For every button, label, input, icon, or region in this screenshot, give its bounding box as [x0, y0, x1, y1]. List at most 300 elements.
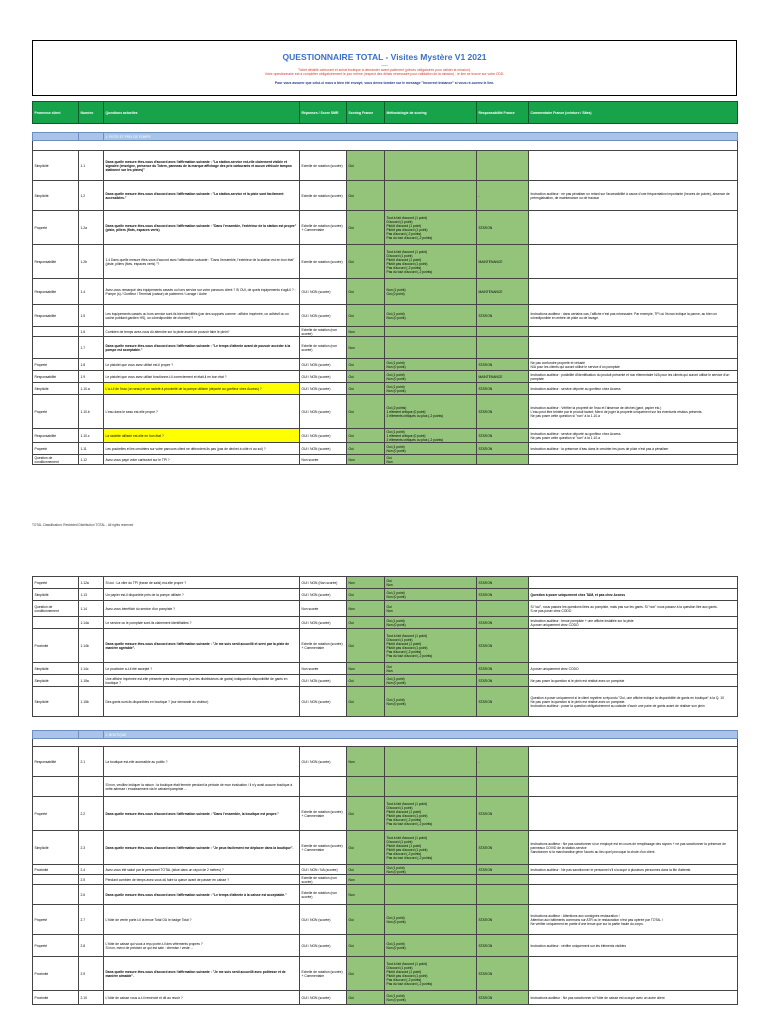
table-row	[33, 957, 738, 991]
cell-methodologie	[385, 151, 477, 181]
cell-question: Avez-vous payé votre carburant sur le TPI ?	[104, 455, 300, 465]
cell-promesse-client: Simplicité	[33, 589, 79, 601]
cell-question: Les poubelles et les cendriers sur votre parcours client ne débordent-ils pas (pas de déchet à côté ni au sol) ?	[104, 443, 300, 455]
cell-reponse-type: OUI / NON (scorée)	[300, 617, 347, 629]
header-promesse-client: Promesse client	[33, 102, 79, 124]
cell-commentaire: Ne pas poser la question si le plein est réalisé avec un pompiste	[529, 675, 738, 687]
cell-question: Si non, veuillez indiquer la raison : la boutique était fermée pendant la période de mon évaluation / il n'y avait aucune boutique à cette adresse / encaissement via le caissier/pompiste ...	[104, 777, 300, 797]
cell-numero: 1.10.c	[79, 429, 104, 443]
cell-responsabilite: STATION	[477, 211, 529, 245]
cell-scoring: Oui	[347, 245, 385, 279]
cell-numero: 1.9	[79, 371, 104, 383]
cell-promesse-client: Simplicité	[33, 687, 79, 717]
cell-question: Dans quelle mesure êtes-vous d'accord avec l'affirmation suivante : "Je peux facilement me déplacer dans la boutique".	[104, 831, 300, 865]
header-reponses: Réponses / Score SMR	[300, 102, 347, 124]
cell-responsabilite: STATION	[477, 935, 529, 957]
cell-promesse-client	[33, 875, 79, 885]
cell-methodologie	[385, 777, 477, 797]
cell-responsabilite	[477, 601, 529, 617]
cell-numero: 1.15b	[79, 687, 104, 717]
table-row	[33, 305, 738, 327]
cell-methodologie	[385, 181, 477, 211]
cell-scoring: Oui	[347, 383, 385, 395]
cell-methodologie: Oui Non	[385, 577, 477, 589]
cell-question: Le service ou le pompiste sont-ils clairement identifiables ?	[104, 617, 300, 629]
table-row	[33, 181, 738, 211]
table-row	[33, 455, 738, 465]
questionnaire-table-page1	[32, 132, 738, 465]
cell-question: Dans quelle mesure êtes-vous d'accord avec l'affirmation suivante : "La station-service et la piste sont facilement accessibles."	[104, 181, 300, 211]
table-row	[33, 245, 738, 279]
table-row	[33, 443, 738, 455]
cell-responsabilite: -	[477, 747, 529, 777]
cell-commentaire	[529, 455, 738, 465]
cell-reponse-type: Echelle de notation (scorée) + Commentaire	[300, 629, 347, 663]
cell-numero: 1.4	[79, 279, 104, 305]
cell-numero: 1.2b	[79, 245, 104, 279]
cell-responsabilite: STATION	[477, 429, 529, 443]
cell-question: Le pistolet que vous avez utilisé fonctionne-t-il correctement et était-il en bon état ?	[104, 371, 300, 383]
section-row-piste	[33, 133, 738, 141]
cell-scoring: Oui	[347, 371, 385, 383]
table-row	[33, 797, 738, 831]
cell-numero: 1.6	[79, 327, 104, 337]
cell-promesse-client: Simplicité	[33, 663, 79, 675]
cell-methodologie	[385, 337, 477, 359]
cell-reponse-type: OUI / NON (scorée)	[300, 429, 347, 443]
cell-reponse-type: Echelle de notation (scorée) + Commentaire	[300, 797, 347, 831]
title-instruction-1: Ticket détaillé carburant et achat boutique à demander avant paiement (pièces obligatoires pour valider la mission). Votre questionnaire est à compléter obligatoirement le jour même (respect des délais nécessaire pour validation de la mission) : le lien se trouve sur votre CDD.	[264, 68, 505, 77]
cell-commentaire	[529, 875, 738, 885]
cell-commentaire: Instruction auditeur : la présence d'eau dans le cendrier les jours de pluie n'est pas à pénaliser	[529, 443, 738, 455]
cell-promesse-client: Simplicité	[33, 831, 79, 865]
cell-promesse-client: Propreté	[33, 577, 79, 589]
table-row	[33, 211, 738, 245]
cell-responsabilite	[477, 337, 529, 359]
table-row	[33, 589, 738, 601]
cell-commentaire: Instruction auditeur : service déporté au gonfleur chez Access Ne pas poser cette question si "non" à la 1.10.a	[529, 429, 738, 443]
cell-methodologie: Oui (1 point) Non (0 point)	[385, 443, 477, 455]
cell-methodologie: Oui (1 point) Non (0 point)	[385, 865, 477, 875]
cell-question: Combien de temps avez-vous dû attendre sur la piste avant de pouvoir faire le plein?	[104, 327, 300, 337]
cell-scoring: Oui	[347, 675, 385, 687]
cell-responsabilite: STATION	[477, 663, 529, 675]
cell-reponse-type: OUI / NON (scorée)	[300, 371, 347, 383]
table-row	[33, 359, 738, 371]
cell-numero: 1.11	[79, 443, 104, 455]
table-row	[33, 875, 738, 885]
cell-responsabilite: -	[477, 181, 529, 211]
cell-reponse-type: OUI / NON (scorée)	[300, 443, 347, 455]
cell-promesse-client: Simplicité	[33, 383, 79, 395]
cell-reponse-type	[300, 777, 347, 797]
document-title-box	[32, 40, 737, 96]
table-row	[33, 395, 738, 429]
cell-responsabilite	[477, 151, 529, 181]
cell-numero: 1.13	[79, 589, 104, 601]
cell-responsabilite: STATION	[477, 991, 529, 1005]
cell-scoring: Oui	[347, 429, 385, 443]
cell-scoring: Non	[347, 337, 385, 359]
cell-methodologie: Oui (1 point) Non (0 point)	[385, 383, 477, 395]
cell-reponse-type: OUI / NON (scorée)	[300, 935, 347, 957]
table-row	[33, 675, 738, 687]
cell-commentaire: Question à poser uniquement chez TAM, et pas chez Access	[529, 589, 738, 601]
cell-promesse-client: Propreté	[33, 905, 79, 935]
cell-responsabilite: STATION	[477, 359, 529, 371]
cell-promesse-client: Propreté	[33, 359, 79, 371]
cell-scoring: Oui	[347, 957, 385, 991]
cell-commentaire: Instruction auditeur : service déporté au gonfleur chez Access	[529, 383, 738, 395]
table-row	[33, 935, 738, 957]
cell-reponse-type: Non scorée	[300, 455, 347, 465]
cell-responsabilite	[477, 777, 529, 797]
cell-promesse-client	[33, 617, 79, 629]
cell-scoring: Oui	[347, 831, 385, 865]
cell-responsabilite: STATION	[477, 797, 529, 831]
cell-question: Dans quelle mesure êtes-vous d'accord avec l'affirmation suivante : "Le temps d'attente avant de pouvoir accéder à la pompe est acceptable."	[104, 337, 300, 359]
table-row	[33, 337, 738, 359]
cell-numero: 1.15a	[79, 675, 104, 687]
cell-question: Dans quelle mesure êtes-vous d'accord avec l'affirmation suivante : "Je me suis senti accueilli avec politesse et de manière aimable".	[104, 957, 300, 991]
cell-reponse-type: Echelle de notation (scorée) + Commentaire	[300, 211, 347, 245]
cell-responsabilite: STATION	[477, 577, 529, 589]
cell-numero: 1.7	[79, 337, 104, 359]
cell-responsabilite	[477, 455, 529, 465]
cell-promesse-client	[33, 777, 79, 797]
cell-question: Des gants sont-ils disponibles en boutique ? (sur demande du visiteur)	[104, 687, 300, 717]
cell-methodologie: Tout à fait d'accord (1 point) D'accord (1 point) Plutôt d'accord (1 point) Plutôt pas d'accord (1 point) Pas d'accord (-2 points) Pas du tout d'accord (-2 points)	[385, 211, 477, 245]
table-row	[33, 279, 738, 305]
table-row	[33, 905, 738, 935]
cell-numero: 2.6	[79, 885, 104, 905]
cell-responsabilite	[477, 885, 529, 905]
cell-responsabilite: STATION	[477, 383, 529, 395]
cell-responsabilite: STATION	[477, 687, 529, 717]
cell-scoring: Oui	[347, 443, 385, 455]
cell-numero: 1.14	[79, 601, 104, 617]
table-row	[33, 327, 738, 337]
cell-promesse-client: Propreté	[33, 443, 79, 455]
cell-methodologie: Oui (1 point) Non (0 point)	[385, 371, 477, 383]
table-row	[33, 885, 738, 905]
cell-question: Dans quelle mesure êtes-vous d'accord avec l'affirmation suivante : "Dans l'ensemble, la boutique est propre."	[104, 797, 300, 831]
cell-question: Dans quelle mesure êtes-vous d'accord avec l'affirmation suivante : "Dans l'ensemble, l'extérieur de la station est propre" (piste, piliers (flots, espaces verts)	[104, 211, 300, 245]
table-row	[33, 687, 738, 717]
cell-scoring: Oui	[347, 935, 385, 957]
cell-scoring: Oui	[347, 687, 385, 717]
cell-commentaire	[529, 629, 738, 663]
cell-reponse-type: OUI / NON (Non scorée)	[300, 577, 347, 589]
cell-methodologie: Oui (1 point) Non (0 point)	[385, 905, 477, 935]
cell-question: Dans quelle mesure êtes-vous d'accord avec l'affirmation suivante : "Je me suis senti accueilli et servi par la piste de manière agréable".	[104, 629, 300, 663]
cell-methodologie: Oui (1 point) Non (0 point)	[385, 991, 477, 1005]
cell-methodologie	[385, 885, 477, 905]
cell-promesse-client: Propreté	[33, 211, 79, 245]
cell-methodologie: Oui (1 point) 1 élément critique (0 point) 2 éléments critiques ou plus (-2 points)	[385, 429, 477, 443]
cell-promesse-client	[33, 327, 79, 337]
cell-reponse-type: Echelle de notation (scorée) + Commentaire	[300, 957, 347, 991]
cell-methodologie: Oui (1 point) Non (0 point)	[385, 589, 477, 601]
cell-reponse-type: Echelle de notation (scorée)	[300, 181, 347, 211]
header-methodologie: Méthodologie de scoring	[385, 102, 477, 124]
cell-numero: 2.4	[79, 865, 104, 875]
cell-responsabilite: STATION	[477, 629, 529, 663]
cell-scoring: Non	[347, 875, 385, 885]
cell-responsabilite: MAINTENANCE	[477, 371, 529, 383]
cell-question: L'eau dans le seau est-elle propre ?	[104, 395, 300, 429]
cell-scoring: Non	[347, 885, 385, 905]
cell-commentaire	[529, 279, 738, 305]
cell-responsabilite: STATION	[477, 617, 529, 629]
cell-numero: 2.7	[79, 905, 104, 935]
cell-commentaire: Instructions auditeur : Ne pas sanctionner si un employé est en cours de remplissage des rayons + ne pas sanctionner la présence de panneaux COVID de la station-service Sanctionner si la marchandise gène l'accès au lieu quel provoque la chute d'un client.	[529, 831, 738, 865]
cell-scoring: Oui	[347, 305, 385, 327]
cell-numero: 1.14c	[79, 663, 104, 675]
cell-numero	[79, 777, 104, 797]
cell-reponse-type: Echelle de notation (non scorée)	[300, 327, 347, 337]
cell-promesse-client: Simplicité	[33, 675, 79, 687]
cell-reponse-type: OUI / NON (scorée)	[300, 279, 347, 305]
cell-promesse-client: Propreté	[33, 797, 79, 831]
cell-promesse-client: Proximité	[33, 865, 79, 875]
cell-numero: 1.14b	[79, 629, 104, 663]
cell-scoring: Oui	[347, 589, 385, 601]
cell-numero: 2.1	[79, 747, 104, 777]
cell-scoring: Oui	[347, 991, 385, 1005]
cell-scoring: Oui	[347, 359, 385, 371]
cell-commentaire: Ne pas confondre propreté et vétusté N/A pour les clients qui auront utilisé le service d'un pompiste	[529, 359, 738, 371]
cell-methodologie: Oui Non	[385, 455, 477, 465]
cell-scoring: Non	[347, 577, 385, 589]
cell-numero: 2.2	[79, 797, 104, 831]
cell-numero: 1.2a	[79, 211, 104, 245]
cell-promesse-client: Simplicité	[33, 151, 79, 181]
cell-methodologie: Oui Non	[385, 663, 477, 675]
cell-methodologie: Non (1 point) Oui (0 point)	[385, 279, 477, 305]
cell-methodologie: Tout à fait d'accord (1 point) D'accord (1 point) Plutôt d'accord (1 point) Plutôt pas d'accord (1 point) Pas d'accord (-2 points) Pas du tout d'accord (-2 points)	[385, 629, 477, 663]
cell-scoring: Oui	[347, 279, 385, 305]
cell-reponse-type: Echelle de notation (scorée) + Commentaire	[300, 831, 347, 865]
document-title: QUESTIONNAIRE TOTAL - Visites Mystère V1 2021	[282, 52, 487, 62]
cell-numero: 1.8	[79, 359, 104, 371]
cell-scoring: Oui	[347, 151, 385, 181]
cell-question: L'a-t-il de l'eau (un seau) et un racleté à proximité de la pompe utilisée (déporté au gonfleur chez Access) ?	[104, 383, 300, 395]
cell-methodologie: Oui (1 point) Non (0 point)	[385, 617, 477, 629]
cell-numero: 1.14a	[79, 617, 104, 629]
cell-scoring: Oui	[347, 211, 385, 245]
table-row	[33, 629, 738, 663]
cell-responsabilite: STATION	[477, 865, 529, 875]
cell-question: La raclette utilisée est-elle en bon état ?	[104, 429, 300, 443]
cell-scoring: Oui	[347, 629, 385, 663]
cell-promesse-client: Proximité	[33, 957, 79, 991]
cell-numero: 1.12	[79, 455, 104, 465]
cell-scoring: Oui	[347, 905, 385, 935]
cell-responsabilite: STATION	[477, 675, 529, 687]
cell-commentaire	[529, 777, 738, 797]
header-commentaire: Commentaire France (ceinture / Sites)	[529, 102, 738, 124]
cell-scoring: Oui	[347, 395, 385, 429]
cell-numero: 1.2	[79, 181, 104, 211]
cell-question: 1.4 Dans quelle mesure êtes-vous d'accord avec l'affirmation suivante : "Dans l'ensemble, l'extérieur de la station est en bon état" (piste, piliers (flots, espaces verts) "?	[104, 245, 300, 279]
cell-reponse-type: Echelle de notation (non scorée)	[300, 337, 347, 359]
cell-question: Le pourboire a-t-il été accepté ?	[104, 663, 300, 675]
cell-promesse-client: Proximité	[33, 991, 79, 1005]
cell-methodologie: Tout à fait d'accord (1 point) D'accord (1 point) Plutôt d'accord (1 point) Plutôt pas d'accord (1 point) Pas d'accord (-2 points) Pas du tout d'accord (-2 points)	[385, 957, 477, 991]
cell-commentaire: Si "oui", nous passez les questions liées au pompiste, mais pas sur les gants. Si "non" nous passez à la question liée aux gants. S.ne pas poser chez CODO	[529, 601, 738, 617]
cell-commentaire: Instruction auditeur : Vérifier la propreté de l'eau et l'absence de déchet (gant, papier etc.) L'eau peut être teintée par le produit lavant; Merci de juger la propreté uniquement sur les éventuels résidus présents. Ne pas poser cette question si "non" à la 1.10.a	[529, 395, 738, 429]
footer-classification: TOTAL Classification: Restricted Distribution TOTAL - All rights reserved	[32, 523, 134, 527]
cell-question: Une affiche imprimée est-elle présente près des pompes (sur les distributeurs de gants) indiquant la disponibilité de gants en boutique ?	[104, 675, 300, 687]
cell-responsabilite	[477, 327, 529, 337]
cell-numero: 1.10.b	[79, 395, 104, 429]
cell-reponse-type: OUI / NON (scorée)	[300, 905, 347, 935]
cell-reponse-type: OUI / NON (scorée)	[300, 687, 347, 717]
cell-commentaire: Instruction auditeur : ne pas pénaliser un retard sur l'accessibilité à cause d'une fréquentation importante (heures de pointe), absence de préenglaisation, de maintenance ou de travaux	[529, 181, 738, 211]
title-instruction-3: Pour vous assurer que celui-ci nous a bien été envoyé, vous devez tomber sur le message "Incorrect Instance" si vous ré-ouvrez le lien.	[274, 81, 495, 85]
cell-reponse-type: OUI / NON / NA (scorée)	[300, 865, 347, 875]
cell-methodologie	[385, 747, 477, 777]
table-row	[33, 577, 738, 589]
cell-scoring	[347, 777, 385, 797]
cell-commentaire: Instruction auditeur : Ne pas sanctionner le personnel s'il s'occupe à plusieurs personnes dans la file d'attente.	[529, 865, 738, 875]
cell-numero: 1.1	[79, 151, 104, 181]
cell-question: L'hôte de vente porte-t-il la tenue Total OU le badge Total ?	[104, 905, 300, 935]
cell-commentaire: Instruction auditeur : tenue pompiste + une affiche installée sur la piste A poser uniquement chez CODO	[529, 617, 738, 629]
table-row	[33, 429, 738, 443]
cell-responsabilite: MAINTENANCE	[477, 245, 529, 279]
cell-methodologie: Tout à fait d'accord (1 point) D'accord (1 point) Plutôt d'accord (1 point) Plutôt pas d'accord (1 point) Pas d'accord (-2 points) Pas du tout d'accord (-2 points)	[385, 797, 477, 831]
cell-methodologie: Oui (2 points) 1 élément critique (0 point) 2 éléments critiques ou plus (-2 points)	[385, 395, 477, 429]
cell-numero: 2.9	[79, 957, 104, 991]
cell-question: Dans quelle mesure êtes-vous d'accord avec l'affirmation suivante : "La station-service est-elle clairement visible et signalée (enseigne, présence du Totem, panneau de la marque affichage des prix carburants et aucun véhicule tampon stationné sur les pistes)"	[104, 151, 300, 181]
cell-question: Pendant combien de temps avez-vous dû faire la queue avant de passer en caisse ?	[104, 875, 300, 885]
section-title-piste: 1. PISTE ET PRIX DE POMPE	[104, 133, 738, 141]
cell-commentaire: A poser uniquement chez CODO	[529, 663, 738, 675]
cell-methodologie: Oui (1 point) Non (0 point)	[385, 935, 477, 957]
cell-question: L'hôte de caisse qui vous a reçu porte-t-il des vêtements propres ? Si non, merci de préciser ce qui est sale : chemise / veste ...	[104, 935, 300, 957]
cell-scoring: Oui	[347, 865, 385, 875]
header-scoring: Scoring France	[347, 102, 385, 124]
cell-reponse-type: Echelle de notation (non scorée)	[300, 885, 347, 905]
cell-responsabilite: STATION	[477, 305, 529, 327]
cell-numero: 1.5	[79, 305, 104, 327]
cell-methodologie: Oui (1 point) Non (0 point)	[385, 687, 477, 717]
cell-responsabilite: STATION	[477, 589, 529, 601]
cell-question: Si oui : La vitre du TPI (écran de saisi) est-elle propre ?	[104, 577, 300, 589]
cell-question: Un papier est-il disponible près de la pompe utilisée ?	[104, 589, 300, 601]
table-row	[33, 663, 738, 675]
header-responsabilite: Responsabilité France	[477, 102, 529, 124]
cell-commentaire	[529, 151, 738, 181]
section-row-boutique	[33, 731, 738, 739]
cell-commentaire: Instruction auditeur : vérifier uniquement sur les éléments visibles	[529, 935, 738, 957]
cell-scoring: Non	[347, 455, 385, 465]
header-questions: Questions actuelles	[104, 102, 300, 124]
table-row	[33, 383, 738, 395]
cell-numero: 2.10	[79, 991, 104, 1005]
cell-responsabilite: MAINTENANCE	[477, 279, 529, 305]
table-row	[33, 777, 738, 797]
cell-reponse-type: OUI / NON (scorée)	[300, 991, 347, 1005]
cell-commentaire	[529, 577, 738, 589]
cell-reponse-type: Echelle de notation (non scorée)	[300, 875, 347, 885]
cell-promesse-client: Question de conditionnement	[33, 601, 79, 617]
cell-reponse-type: Non scorée	[300, 663, 347, 675]
cell-scoring: Oui	[347, 617, 385, 629]
cell-scoring: Non	[347, 327, 385, 337]
table-row	[33, 371, 738, 383]
cell-methodologie: Tout à fait d'accord (1 point) D'accord (1 point) Plutôt d'accord (1 point) Plutôt pas d'accord (1 point) Pas d'accord (-2 points) Pas du tout d'accord (-2 points)	[385, 831, 477, 865]
cell-promesse-client: Responsabilité	[33, 245, 79, 279]
cell-promesse-client: Question de conditionnement	[33, 455, 79, 465]
cell-numero: 1.10.a	[79, 383, 104, 395]
cell-promesse-client: Proximité	[33, 629, 79, 663]
table-row	[33, 747, 738, 777]
cell-methodologie: Oui (1 point) Non (0 point)	[385, 675, 477, 687]
cell-promesse-client: Propreté	[33, 935, 79, 957]
cell-reponse-type: OUI / NON (scorée)	[300, 747, 347, 777]
cell-reponse-type: OUI / NON (scorée)	[300, 589, 347, 601]
table-row	[33, 865, 738, 875]
cell-promesse-client	[33, 885, 79, 905]
table-row	[33, 991, 738, 1005]
cell-question: L'hôte de caisse vous a-t-il remercié et dit au revoir ?	[104, 991, 300, 1005]
cell-question: Dans quelle mesure êtes-vous d'accord avec l'affirmation suivante : "Le temps d'attente à la caisse est acceptable."	[104, 885, 300, 905]
cell-promesse-client: Responsabilité	[33, 429, 79, 443]
cell-commentaire	[529, 211, 738, 245]
cell-commentaire: Instructions auditeur : Attentions aux consignés restauration ! Attention aux bâtiments communs sur ATR ou le restauration n'est pas opérée par TOTAL ! Ne vérifier uniquement en partie d'une tenue que sur la partie haute du corps.	[529, 905, 738, 935]
cell-commentaire	[529, 327, 738, 337]
cell-scoring: Non	[347, 663, 385, 675]
cell-question: Avez-vous remarqué des équipements cassés ou hors service sur votre parcours client ? Si OUI, de quels équipements s'agit-il ? : Pompe (s) / Gonfleur / Terminal (caisse) de paiement / Lavage / Autre	[104, 279, 300, 305]
title-separator: ----	[381, 63, 388, 69]
cell-question: La boutique est-elle accessible au public ?	[104, 747, 300, 777]
section-title-boutique: 2. BOUTIQUE	[104, 731, 738, 739]
cell-numero: 2.5	[79, 875, 104, 885]
table-row	[33, 151, 738, 181]
cell-promesse-client	[33, 337, 79, 359]
cell-question: Les équipements cassés ou hors service sont-ils bien identifiés (par des supports comme : affiche imprimée, un adhésif ou un cache publiant gardien HS), un cônediponible de chantier) ?	[104, 305, 300, 327]
cell-commentaire: Instructions auditeur : dans certains cas, l'affiche n'est pas nécessaire. Par exemple, TPI où l'écran indique la panne, au bien un cônediponible en entrée de piste ou de lavage.	[529, 305, 738, 327]
cell-question: Avez-vous bénéficié du service d'un pompiste ?	[104, 601, 300, 617]
cell-reponse-type: OUI / NON (scorée)	[300, 395, 347, 429]
cell-reponse-type: OUI / NON (scorée)	[300, 383, 347, 395]
cell-methodologie: Oui (1 point) Non (0 point)	[385, 359, 477, 371]
cell-scoring: Oui	[347, 797, 385, 831]
cell-commentaire	[529, 957, 738, 991]
cell-commentaire	[529, 337, 738, 359]
cell-scoring: Non	[347, 601, 385, 617]
cell-responsabilite: STATION	[477, 831, 529, 865]
cell-responsabilite: STATION	[477, 395, 529, 429]
cell-promesse-client: Responsabilité	[33, 371, 79, 383]
table-row	[33, 831, 738, 865]
cell-responsabilite: STATION	[477, 443, 529, 455]
cell-methodologie: Tout à fait d'accord (1 point) D'accord (1 point) Plutôt d'accord (1 point) Plutôt pas d'accord (1 point) Pas d'accord (-2 points) Pas du tout d'accord (-2 points)	[385, 245, 477, 279]
table-row	[33, 617, 738, 629]
cell-commentaire	[529, 885, 738, 905]
cell-responsabilite: STATION	[477, 957, 529, 991]
cell-responsabilite	[477, 875, 529, 885]
header-numero: Numéro	[79, 102, 104, 124]
cell-question: Avez-vous été salué par le personnel TOTAL (situé dans un rayon de 2 mètres) ?	[104, 865, 300, 875]
cell-promesse-client: Simplicité	[33, 181, 79, 211]
cell-methodologie: Oui Non	[385, 601, 477, 617]
cell-scoring: Oui	[347, 181, 385, 211]
cell-scoring: Non	[347, 747, 385, 777]
